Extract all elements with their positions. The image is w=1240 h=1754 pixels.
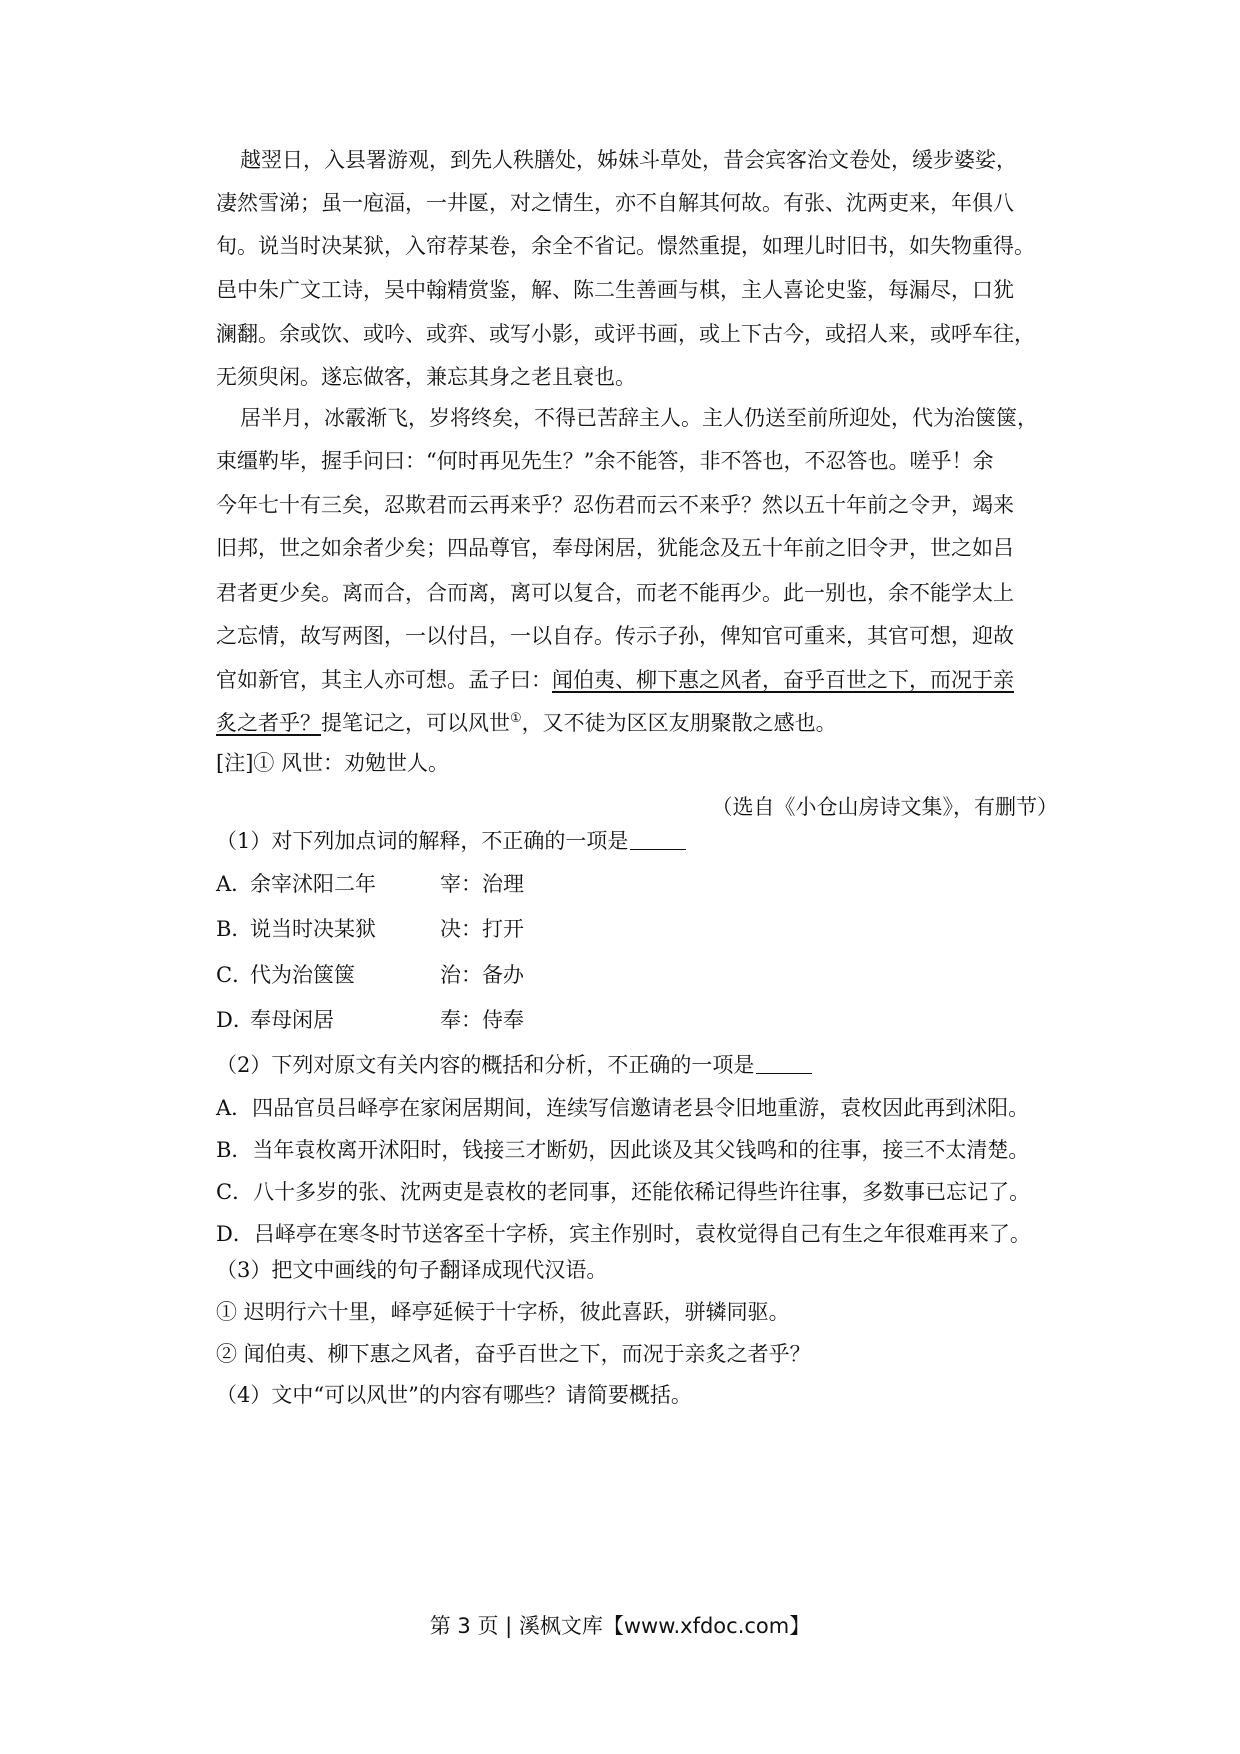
option-letter: A．	[216, 872, 253, 896]
passage-text: ，又不徒为区区友朋聚散之感也。	[521, 711, 837, 735]
underlined-sentence: 炙之者乎？	[216, 711, 321, 735]
question-1-option	[216, 1005, 524, 1035]
question-2-option: B．当年袁枚离开沭阳时，钱接三才断奶，因此谈及其父钱鸣和的往事，接三不太清楚。	[216, 1138, 1030, 1162]
source-citation: （选自《小仓山房诗文集》，有删节）	[711, 795, 1058, 819]
question-text: （2）下列对原文有关内容的概括和分析，不正确的一项是	[216, 1053, 755, 1077]
option-letter: B．	[216, 917, 253, 941]
option-phrase: 奉母闲居	[250, 1008, 334, 1032]
question-1-option	[216, 869, 524, 899]
question-2-option: D．吕峄亭在寒冬时节送客至十字桥，宾主作别时，袁枚觉得自己有生之年很难再来了。	[216, 1222, 1031, 1246]
question-2-stem	[216, 1050, 812, 1080]
option-phrase: 说当时决某狱	[250, 917, 376, 941]
question-1-option	[216, 914, 524, 944]
passage-line: 澜翻。余或饮、或吟、或弈、或写小影，或评书画，或上下古今，或招人来，或呼车往，	[216, 322, 1035, 346]
passage-line: 今年七十有三矣，忍欺君而云再来乎？忍伤君而云不来乎？然以五十年前之令尹，竭来	[216, 493, 1014, 517]
option-phrase: 余宰沭阳二年	[250, 872, 376, 896]
passage-line: 邑中朱广文工诗，吴中翰精赏鉴，解、陈二生善画与棋，主人喜论史鉴，每漏尽，口犹	[216, 278, 1014, 302]
passage-line	[216, 708, 1068, 738]
option-definition: 奉：侍奉	[440, 1008, 524, 1032]
question-3-stem: （3）把文中画线的句子翻译成现代汉语。	[216, 1258, 608, 1282]
passage-line: 凄然雪涕；虽一庖湢，一井匽，对之情生，亦不自解其何故。有张、沈两吏来，年俱八	[216, 191, 1014, 215]
option-definition: 决：打开	[440, 917, 524, 941]
passage-text: 官如新官，其主人亦可想。孟子曰：	[216, 668, 552, 692]
passage-text: 提笔记之，可以风世	[321, 711, 510, 735]
passage-line: 无须臾闲。遂忘做客，兼忘其身之老且衰也。	[216, 365, 636, 389]
answer-blank	[756, 1053, 812, 1074]
footnote-marker: ①	[510, 711, 522, 726]
answer-blank	[630, 829, 686, 850]
passage-line: 君者更少矣。离而合，合而离，离可以复合，而老不能再少。此一别也，余不能学太上	[216, 581, 1014, 605]
question-2-option: C．八十多岁的张、沈两吏是袁枚的老同事，还能依稀记得些许往事，多数事已忘记了。	[216, 1180, 1031, 1204]
passage-line: 旬。说当时决某狱，入帘荐某卷，余全不省记。憬然重提，如理儿时旧书，如失物重得。	[216, 234, 1035, 258]
question-2-option: A．四品官员吕峄亭在家闲居期间，连续写信邀请老县令旧地重游，袁枚因此再到沭阳。	[216, 1096, 1030, 1120]
passage-line: 旧邦，世之如余者少矣；四品尊官，奉母闲居，犹能念及五十年前之旧令尹，世之如吕	[216, 536, 1014, 560]
underlined-sentence: 闻伯夷、柳下惠之风者，奋乎百世之下，而况于亲	[552, 668, 1014, 692]
passage-line: 居半月，冰霰渐飞，岁将终矣，不得已苦辞主人。主人仍送至前所迎处，代为治箧箧，	[240, 406, 1038, 430]
passage-line: 束缰靮毕，握手问曰：“何时再见先生？”余不能答，非不答也，不忍答也。嗟乎！余	[216, 449, 994, 473]
option-letter: D．	[216, 1008, 254, 1032]
passage-line: 之忘情，故写两图，一以付吕，一以自存。传示子孙，俾知官可重来，其官可想，迎故	[216, 624, 1014, 648]
footnote: [注]① 风世：劝勉世人。	[216, 751, 450, 775]
question-4-stem: （4）文中“可以风世”的内容有哪些？请简要概括。	[216, 1383, 692, 1407]
question-1-stem	[216, 826, 686, 856]
question-3-item: ① 迟明行六十里，峄亭延候于十字桥，彼此喜跃，骈辚同驱。	[216, 1300, 790, 1324]
option-definition: 治：备办	[440, 963, 524, 987]
option-phrase: 代为治箧箧	[250, 963, 355, 987]
question-3-item: ② 闻伯夷、柳下惠之风者，奋乎百世之下，而况于亲炙之者乎？	[216, 1342, 811, 1366]
passage-line	[216, 665, 1068, 695]
passage-line: 越翌日，入县署游观，到先人秩膳处，姊妹斗草处，昔会宾客治文卷处，缓步婆娑，	[240, 148, 1017, 172]
option-definition: 宰：治理	[440, 872, 524, 896]
question-text: （1）对下列加点词的解释，不正确的一项是	[216, 829, 629, 853]
page-footer: 第 3 页 | 溪枫文库【www.xfdoc.com】	[429, 1614, 811, 1638]
question-1-option	[216, 960, 524, 990]
option-letter: C．	[216, 963, 254, 987]
